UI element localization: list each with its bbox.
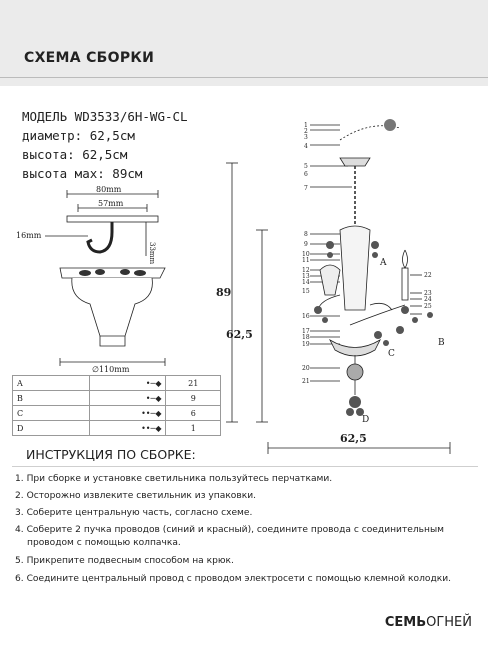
- svg-text:10: 10: [302, 251, 310, 258]
- list-item: 3. Соберите центральную часть, согласно схеме.: [15, 508, 253, 518]
- svg-text:18: 18: [302, 334, 310, 341]
- svg-text:12: 12: [302, 267, 310, 274]
- part-key: D: [13, 421, 90, 436]
- part-key: C: [13, 406, 90, 421]
- list-item: 2. Осторожно извлеките светильник из упаковки.: [15, 491, 257, 501]
- part-qty: 6: [166, 406, 221, 421]
- list-item: 6. Соедините центральный провод с проводом электросети с помощью клемной колодки.: [15, 574, 452, 584]
- dim-57: 57mm: [98, 199, 124, 208]
- svg-text:6: 6: [304, 171, 308, 178]
- svg-text:16: 16: [302, 313, 310, 320]
- part-qty: 9: [166, 391, 221, 406]
- dim-89: 89: [216, 286, 232, 299]
- table-row: [13, 406, 221, 421]
- svg-text:3: 3: [304, 134, 308, 141]
- brand-part2: ОГНЕЙ: [426, 615, 472, 630]
- header-divider: [0, 77, 488, 78]
- dim-625-vertical: 62,5: [226, 328, 253, 341]
- crystal-pendant-icon: •─◆: [89, 391, 166, 406]
- svg-text:8: 8: [304, 231, 308, 238]
- svg-text:21: 21: [302, 378, 310, 385]
- instructions-divider: [12, 466, 478, 467]
- table-row: [13, 376, 221, 391]
- svg-text:15: 15: [302, 288, 310, 295]
- crystal-pendant-icon: ••─◆: [89, 406, 166, 421]
- list-item: 4. Соберите 2 пучка проводов (синий и красный), соедините провода с соединительным: [15, 525, 445, 535]
- dim-33: 33mm: [148, 242, 156, 265]
- svg-text:24: 24: [424, 296, 432, 303]
- svg-text:25: 25: [424, 303, 432, 310]
- part-qty: 21: [166, 376, 221, 391]
- part-qty: 1: [166, 421, 221, 436]
- dim-625-horizontal: 62,5: [340, 432, 367, 445]
- diameter-label: диаметр: 62,5см: [22, 128, 135, 143]
- svg-text:14: 14: [302, 279, 310, 286]
- part-key: A: [13, 376, 90, 391]
- svg-text:22: 22: [424, 272, 432, 279]
- chandelier-drawing: [200, 100, 488, 460]
- svg-text:7: 7: [304, 185, 308, 192]
- part-label-d: D: [362, 415, 370, 425]
- dim-16: 16mm: [16, 231, 42, 240]
- svg-text:19: 19: [302, 341, 310, 348]
- svg-text:9: 9: [304, 241, 308, 248]
- svg-text:23: 23: [424, 290, 432, 297]
- svg-text:5: 5: [304, 163, 308, 170]
- height-max-label: высота мах: 89см: [22, 166, 143, 181]
- dim-110: ∅110mm: [92, 365, 130, 374]
- height-label: высота: 62,5см: [22, 147, 128, 162]
- crystal-pendant-icon: ••─◆: [89, 421, 166, 436]
- parts-table: [12, 375, 221, 436]
- dim-80: 80mm: [96, 185, 122, 194]
- part-key: B: [13, 391, 90, 406]
- svg-text:2: 2: [304, 128, 308, 135]
- part-label-a: A: [380, 258, 387, 268]
- svg-text:11: 11: [302, 257, 310, 264]
- header-bar: [0, 0, 488, 86]
- model-label: МОДЕЛЬ WD3533/6H-WG-CL: [22, 109, 188, 124]
- svg-text:4: 4: [304, 143, 308, 150]
- svg-text:20: 20: [302, 365, 310, 372]
- crystal-pendant-icon: •─◆: [89, 376, 166, 391]
- svg-text:1: 1: [304, 122, 308, 129]
- brand-part1: СЕМЬ: [384, 615, 427, 630]
- svg-text:13: 13: [302, 273, 310, 280]
- page-title: СХЕМА СБОРКИ: [24, 50, 155, 66]
- part-label-c: C: [388, 349, 395, 359]
- table-row: [13, 391, 221, 406]
- svg-text:17: 17: [302, 328, 310, 335]
- list-item: проводом с помощью колпачка.: [27, 538, 181, 548]
- list-item: 1. При сборке и установке светильника пользуйтесь перчатками.: [15, 474, 333, 484]
- brand-logo: [368, 610, 478, 636]
- part-label-b: B: [438, 338, 445, 348]
- table-row: [13, 421, 221, 436]
- instructions-title: ИНСТРУКЦИЯ ПО СБОРКЕ:: [26, 447, 196, 462]
- list-item: 5. Прикрепите подвесным способом на крюк.: [15, 556, 234, 566]
